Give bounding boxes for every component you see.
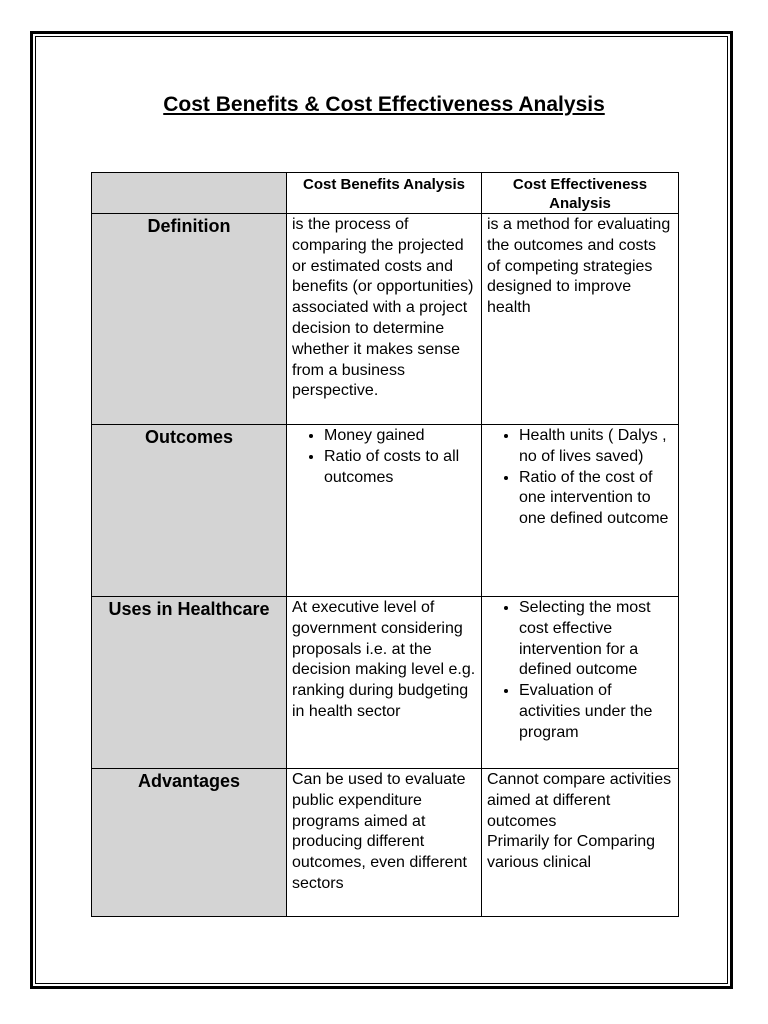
text-line: Primarily for Comparing various clinical <box>487 833 656 872</box>
row-label-uses: Uses in Healthcare <box>92 597 287 769</box>
table-row-definition <box>92 214 679 425</box>
row-label-outcomes: Outcomes <box>92 425 287 597</box>
list-item: • Evaluation of activities under the program <box>519 681 673 743</box>
text-line: Cannot compare activities aimed at different <box>487 771 672 809</box>
table-row-uses <box>92 597 679 769</box>
table-row-outcomes <box>92 425 679 597</box>
list-item: • Selecting the most cost effective intervention for a defined outcome <box>519 598 673 681</box>
list-item: • Money gained <box>324 426 476 447</box>
cell-outcomes-cea <box>482 425 679 597</box>
header-cost-benefits: Cost Benefits Analysis <box>287 173 482 214</box>
table-header-row <box>92 173 679 214</box>
outcomes-cea-list <box>487 426 673 530</box>
cell-definition-cea: is a method for evaluating the outcomes and costs of competing strategies designed to improve health <box>482 214 679 425</box>
row-label-advantages: Advantages <box>92 769 287 917</box>
list-item: • Health units ( Dalys , no of lives saved) <box>519 426 673 468</box>
header-corner-cell <box>92 173 287 214</box>
cell-uses-cea <box>482 597 679 769</box>
cell-outcomes-cba <box>287 425 482 597</box>
header-cost-effectiveness: Cost Effectiveness Analysis <box>482 173 679 214</box>
text-line: outcomes <box>487 812 557 830</box>
table-row-advantages <box>92 769 679 917</box>
list-item: • Ratio of costs to all outcomes <box>324 447 476 489</box>
outcomes-cba-list <box>292 426 476 488</box>
uses-cea-list <box>487 598 673 744</box>
cell-advantages-cea <box>482 769 679 917</box>
cell-definition-cba: is the process of comparing the projected or estimated costs and benefits (or opportunities) associated with a project decision to determine whether it makes sense from a business perspective. <box>287 214 482 425</box>
cell-advantages-cba: Can be used to evaluate public expenditure programs aimed at producing different outcomes, even different sectors <box>287 769 482 917</box>
row-label-definition: Definition <box>92 214 287 425</box>
comparison-table <box>91 172 679 917</box>
list-item: • Ratio of the cost of one intervention to one defined outcome <box>519 468 673 530</box>
cell-uses-cba: At executive level of government considering proposals i.e. at the decision making level e.g. ranking during budgeting in health sector <box>287 597 482 769</box>
document-title: Cost Benefits & Cost Effectiveness Analysis <box>163 93 605 116</box>
